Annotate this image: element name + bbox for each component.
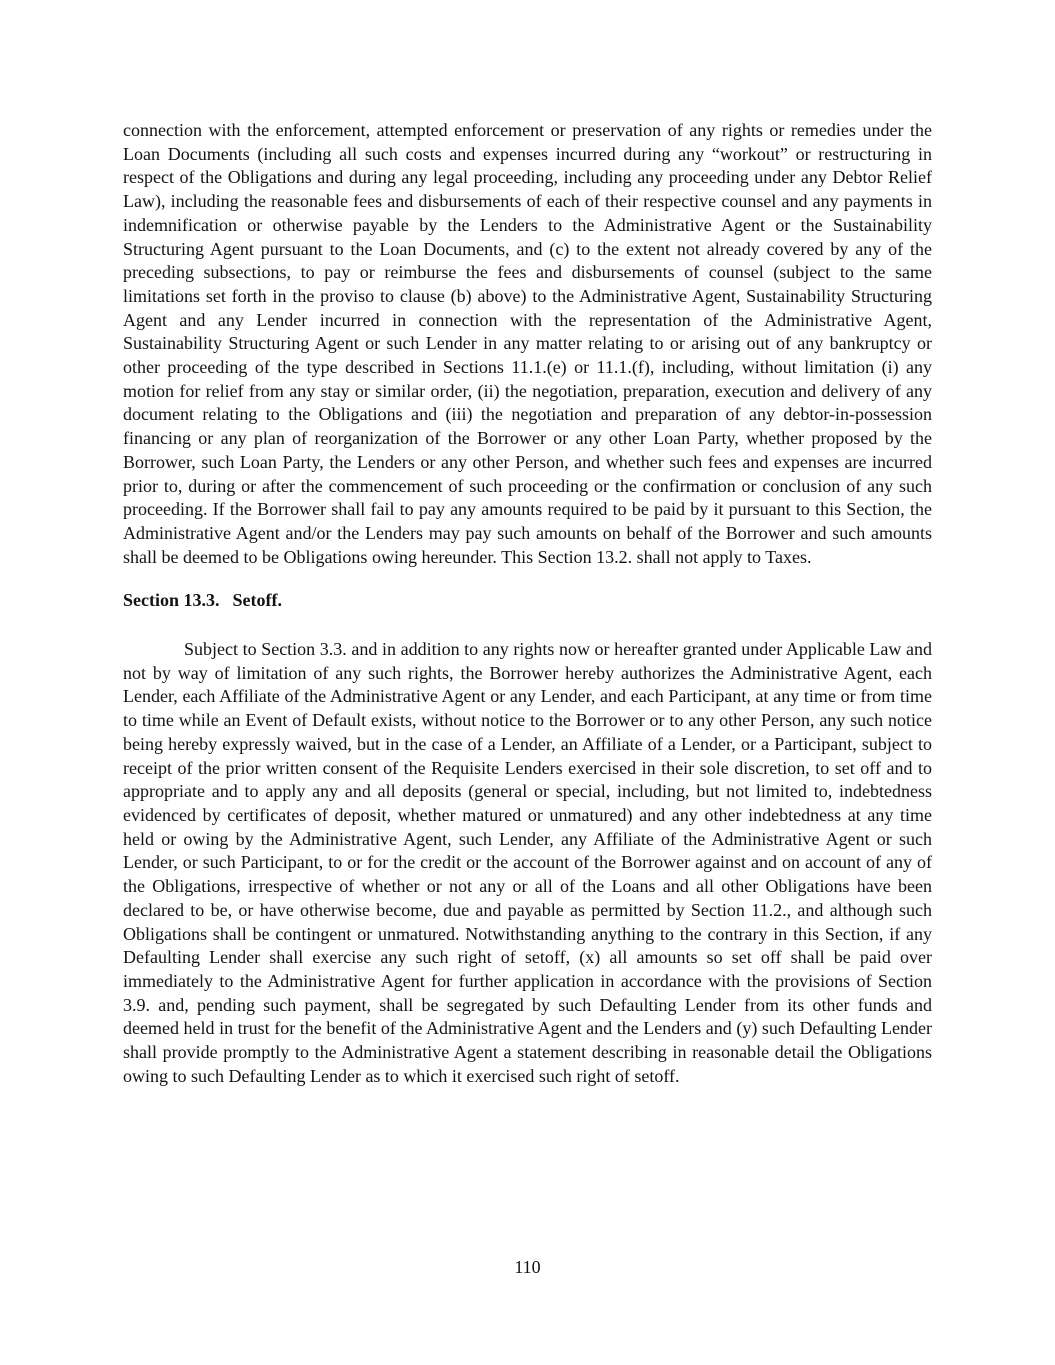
paragraph-continuation: connection with the enforcement, attempted enforcement or preservation of any rights or remedies under the Loan Documents (including all such costs and expenses incurred during any “workout” or restructuring in respect of the Obligations and during any legal proceeding, including any proceeding under any Debtor Relief Law), including the reasonable fees and disbursements of each of their respective counsel and any payments in indemnification or otherwise payable by the Lenders to the Administrative Agent or the Sustainability Structuring Agent pursuant to the Loan Documents, and (c) to the extent not already covered by any of the preceding subsections, to pay or reimburse the fees and disbursements of counsel (subject to the same limitations set forth in the proviso to clause (b) above) to the Administrative Agent, Sustainability Structuring Agent and any Lender incurred in connection with the representation of the Administrative Agent, Sustainability Structuring Agent or such Lender in any matter relating to or arising out of any bankruptcy or other proceeding of the type described in Sections 11.1.(e) or 11.1.(f), including, without limitation (i) any motion for relief from any stay or similar order, (ii) the negotiation, preparation, execution and delivery of any document relating to the Obligations and (iii) the negotiation and preparation of any debtor-in-possession financing or any plan of reorganization of the Borrower or any other Loan Party, whether proposed by the Borrower, such Loan Party, the Lenders or any other Person, and whether such fees and expenses are incurred prior to, during or after the commencement of such proceeding or the confirmation or conclusion of any such proceeding. If the Borrower shall fail to pay any amounts required to be paid by it pursuant to this Section, the Administrative Agent and/or the Lenders may pay such amounts on behalf of the Borrower and such amounts shall be deemed to be Obligations owing hereunder. This Section 13.2. shall not apply to Taxes. [123, 120, 932, 567]
section-heading-number: Section 13.3. [123, 590, 220, 611]
paragraph-setoff: Subject to Section 3.3. and in addition to any rights now or hereafter granted under Applicable Law and not by way of limitation of any such rights, the Borrower hereby authorizes the Administrative Agent, each Lender, each Affiliate of the Administrative Agent or any Lender, and each Participant, at any time or from time to time while an Event of Default exists, without notice to the Borrower or to any other Person, any such notice being hereby expressly waived, but in the case of a Lender, an Affiliate of a Lender, or a Participant, subject to receipt of the prior written consent of the Requisite Lenders exercised in their sole discretion, to set off and to appropriate and to apply any and all deposits (general or special, including, but not limited to, indebtedness evidenced by certificates of deposit, whether matured or unmatured) and any other indebtedness at any time held or owing by the Administrative Agent, such Lender, any Affiliate of the Administrative Agent or such Lender, or such Participant, to or for the credit or the account of the Borrower against and on account of any of the Obligations, irrespective of whether or not any or all of the Loans and all other Obligations have been declared to be, or have otherwise become, due and payable as permitted by Section 11.2., and although such Obligations shall be contingent or unmatured. Notwithstanding anything to the contrary in this Section, if any Defaulting Lender shall exercise any such right of setoff, (x) all amounts so set off shall be paid over immediately to the Administrative Agent for further application in accordance with the provisions of Section 3.9. and, pending such payment, shall be segregated by such Defaulting Lender from its other funds and deemed held in trust for the benefit of the Administrative Agent and the Lenders and (y) such Defaulting Lender shall provide promptly to the Administrative Agent a statement describing in reasonable detail the Obligations owing to such Defaulting Lender as to which it exercised such right of setoff. [123, 639, 932, 1086]
section-heading-title: Setoff. [232, 590, 282, 611]
section-heading [123, 589, 932, 613]
page-number: 110 [514, 1257, 541, 1277]
